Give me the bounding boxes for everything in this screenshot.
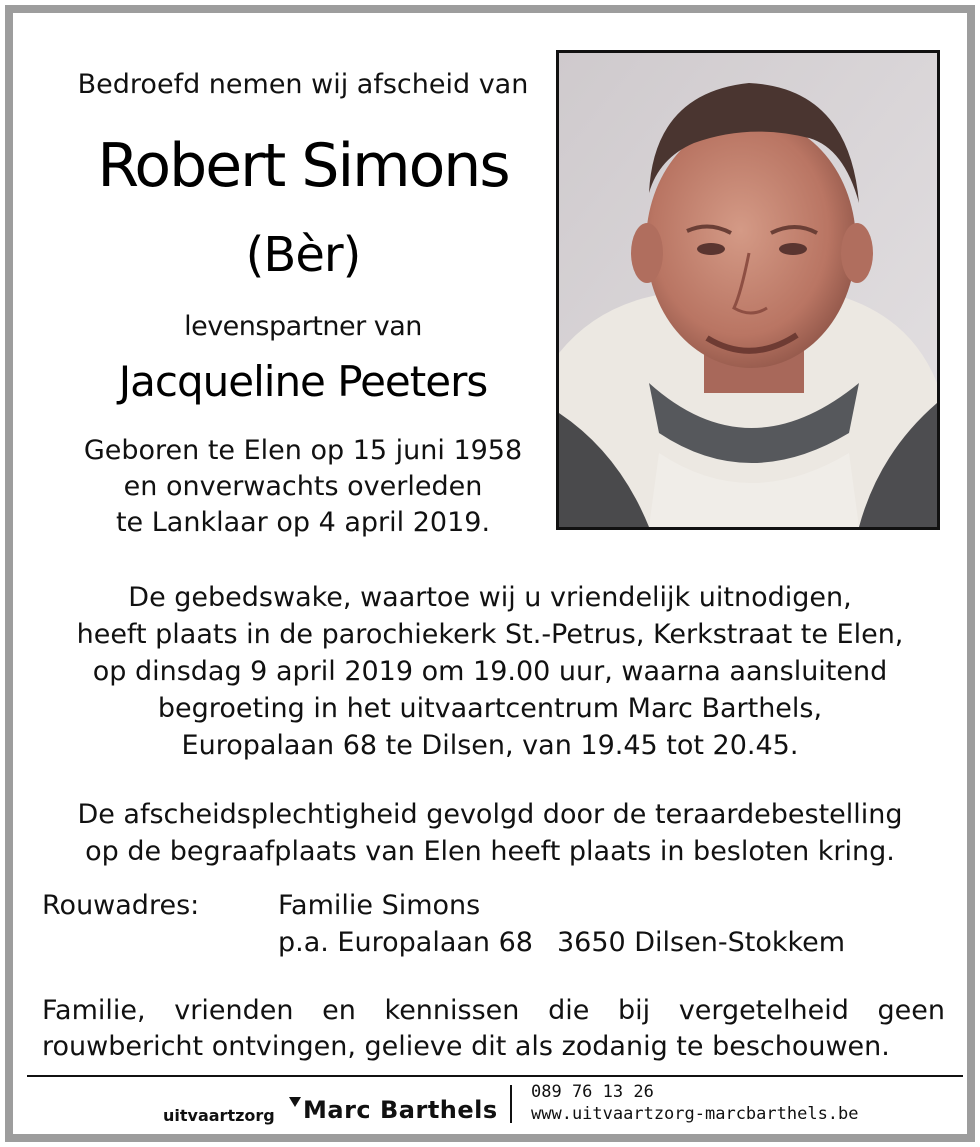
birth-death-details	[43, 433, 563, 541]
contact-info	[531, 1081, 859, 1125]
farewell-line: De afscheidsplechtigheid gevolgd door de teraardebestelling	[77, 799, 903, 830]
footer-divider	[27, 1075, 963, 1077]
farewell-announcement	[33, 796, 947, 870]
address-city: 3650 Dilsen-Stokkem	[556, 927, 846, 958]
deceased-nickname: (Bèr)	[245, 227, 361, 283]
partner-name: Jacqueline Peeters	[118, 357, 488, 406]
portrait-illustration	[559, 53, 937, 527]
triangle-logo-icon	[289, 1097, 301, 1107]
partner-label: levenspartner van	[184, 311, 422, 342]
death-line: en onverwachts overleden	[123, 471, 483, 502]
brand-name: Marc Barthels	[303, 1096, 498, 1124]
wake-line: Europalaan 68 te Dilsen, van 19.45 tot 20.45.	[181, 730, 799, 761]
notice-text	[42, 993, 945, 1065]
address-name: Familie Simons	[278, 890, 481, 921]
website-link[interactable]: www.uitvaartzorg-marcbarthels.be	[531, 1104, 859, 1124]
wake-line: begroeting in het uitvaartcentrum Marc Barthels,	[157, 693, 823, 724]
address-label: Rouwadres:	[42, 890, 200, 921]
death-place-line: te Lanklaar op 4 april 2019.	[115, 507, 491, 538]
wake-announcement	[33, 579, 947, 764]
address-street: p.a. Europalaan 68	[278, 927, 533, 958]
phone-number: 089 76 13 26	[531, 1082, 654, 1102]
obituary-card	[5, 5, 975, 1142]
footer-separator	[510, 1085, 512, 1123]
notice-line: Familie, vrienden en kennissen die bij vergetelheid geen	[42, 995, 945, 1026]
birth-line: Geboren te Elen op 15 juni 1958	[83, 435, 523, 466]
wake-line: De gebedswake, waartoe wij u vriendelijk uitnodigen,	[128, 582, 852, 613]
notice-line: rouwbericht ontvingen, gelieve dit als zodanig te beschouwen.	[42, 1031, 890, 1062]
wake-line: heeft plaats in de parochiekerk St.-Petrus, Kerkstraat te Elen,	[76, 619, 904, 650]
portrait-photo	[556, 50, 940, 530]
brand-tagline: uitvaartzorg	[163, 1106, 275, 1125]
farewell-line: op de begraafplaats van Elen heeft plaats in besloten kring.	[85, 836, 895, 867]
address-street-city	[278, 924, 845, 961]
wake-line: op dinsdag 9 april 2019 om 19.00 uur, waarna aansluitend	[92, 656, 888, 687]
deceased-name: Robert Simons	[97, 131, 509, 201]
intro-text: Bedroefd nemen wij afscheid van	[77, 69, 529, 100]
mourning-address	[278, 887, 845, 961]
